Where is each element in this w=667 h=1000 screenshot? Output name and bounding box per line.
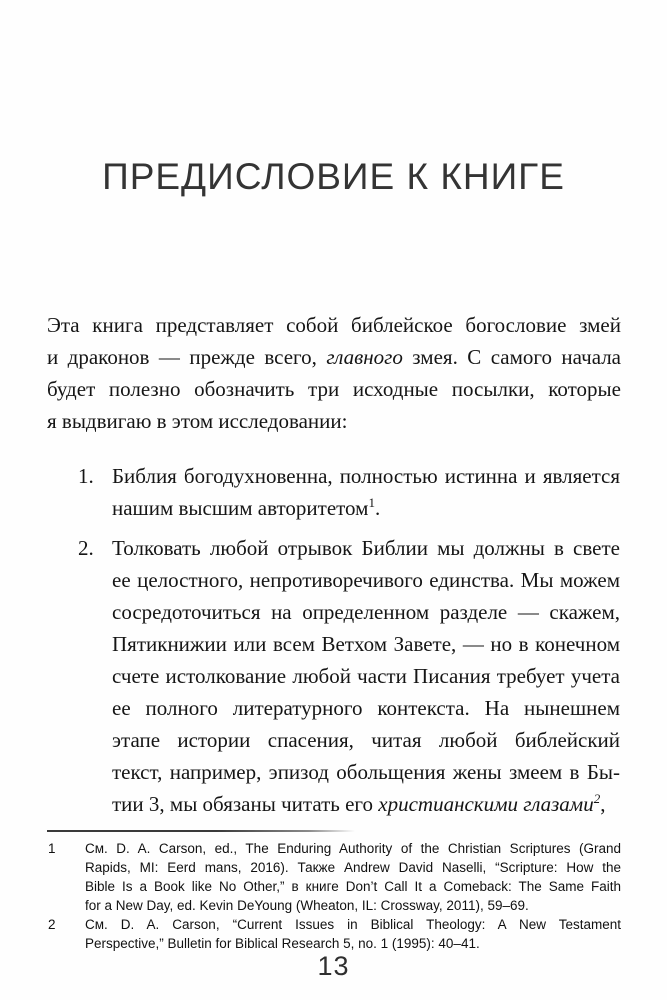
text-line: тии 3, мы обязаны читать его христианскими глазами$^2$, xyxy=(112,791,606,816)
list-item-number: 1. xyxy=(78,464,94,488)
intro-paragraph xyxy=(47,309,621,437)
footnote-number: 2 xyxy=(48,917,56,932)
text-line: Rapids, MI: Eerd mans, 2016). Также Andrew David Naselli, “Scripture: How the xyxy=(85,860,621,875)
text-line: ее полного литературного контекста. На нынешнем xyxy=(112,696,620,720)
text-line: сосредоточиться на определенном разделе — скажем, xyxy=(112,600,620,624)
text-line: будет полезно обозначить три исходные посылки, которые xyxy=(47,377,621,401)
text-line: См. D. A. Carson, ed., The Enduring Authority of the Christian Scriptures (Grand xyxy=(85,841,621,856)
text-line: Perspective,” Bulletin for Biblical Research 5, no. 1 (1995): 40–41. xyxy=(85,936,480,951)
footnote xyxy=(47,839,621,915)
list-item xyxy=(78,532,620,820)
list-item-text xyxy=(112,532,620,820)
text-line: текст, например, эпизод обольщения жены змеем в Бы- xyxy=(112,760,620,784)
text-line: Библия богодухновенна, полностью истинна и является xyxy=(112,464,620,488)
text-line: См. D. A. Carson, “Current Issues in Biblical Theology: A New Testament xyxy=(85,917,621,932)
text-line: и драконов — прежде всего, главного змея. С самого начала xyxy=(47,345,621,369)
text-line: Bible Is a Book like No Other,” в книге Don’t Call It a Comeback: The Same Faith xyxy=(85,879,621,894)
chapter-title: ПРЕДИСЛОВИЕ К КНИГЕ xyxy=(102,156,565,197)
footnote-text xyxy=(85,839,621,915)
list-item-number: 2. xyxy=(78,536,94,560)
text-line: for a New Day, ed. Kevin DeYoung (Wheaton, IL: Crossway, 2011), 59–69. xyxy=(85,898,529,913)
text-line: Пятикнижии или всем Ветхом Завете, — но в конечном xyxy=(112,632,620,656)
text-line: ее целостного, непротиворечивого единства. Мы можем xyxy=(112,568,620,592)
footnote xyxy=(47,915,621,953)
text-line: Эта книга представляет собой библейское богословие змей xyxy=(47,313,621,337)
text-line: этапе истории спасения, читая любой библейский xyxy=(112,728,620,752)
page-number: 13 xyxy=(317,951,350,981)
footnote-number: 1 xyxy=(48,841,56,856)
footnote-separator xyxy=(47,830,355,832)
footnote-text xyxy=(85,915,621,953)
list-item xyxy=(78,460,620,524)
list-item-text xyxy=(112,460,620,524)
text-line: нашим высшим авторитетом$^1$. xyxy=(112,495,381,520)
text-line: счете истолкование любой части Писания требует учета xyxy=(112,664,620,688)
footnotes-section xyxy=(47,839,621,953)
text-line: я выдвигаю в этом исследовании: xyxy=(47,409,348,433)
text-line: Толковать любой отрывок Библии мы должны в свете xyxy=(112,536,620,560)
premises-list xyxy=(78,460,620,828)
